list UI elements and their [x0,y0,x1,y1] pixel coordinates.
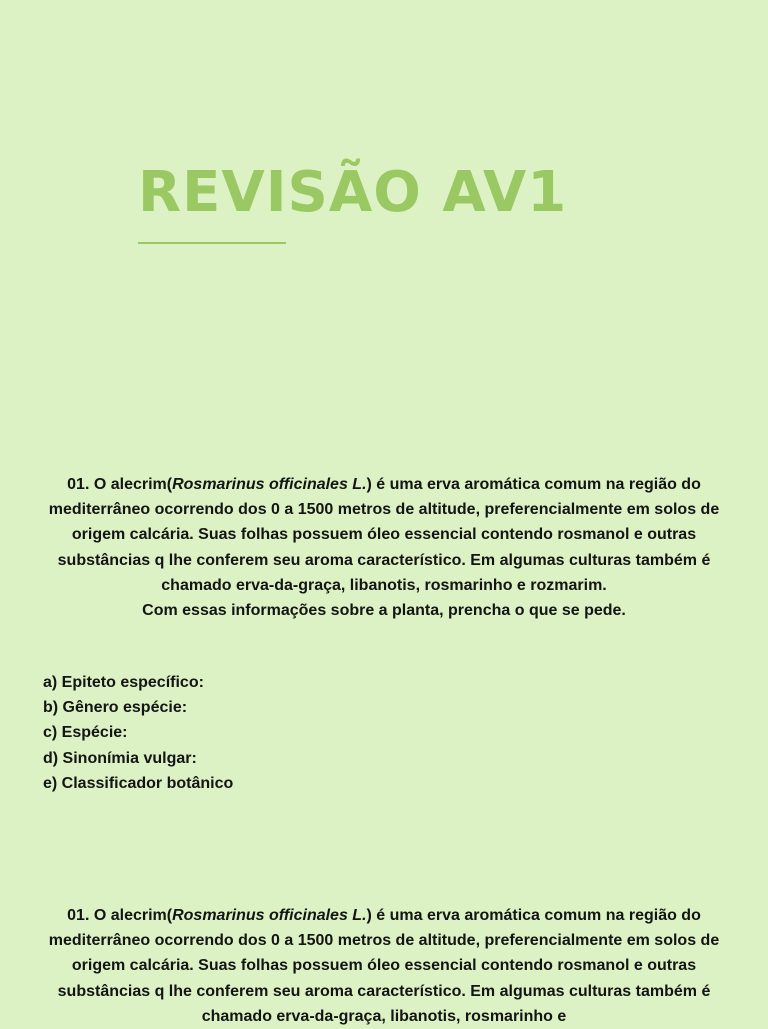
question-2 [36,903,732,1029]
question-1-instruction: Com essas informações sobre a planta, prencha o que se pede. [142,602,626,620]
question-2-text [36,903,732,1029]
question-1-intro: 01. O alecrim( [67,476,173,493]
question-1-text [36,472,732,598]
question-1 [36,472,732,623]
option-e: e) Classificador botânico [43,774,234,792]
question-2-scientific-name: Rosmarinus officinales L. [172,907,367,924]
title-underline [138,242,286,244]
question-1-scientific-name: Rosmarinus officinales L. [172,476,367,493]
answer-options [43,670,233,796]
option-c: c) Espécie: [43,724,128,742]
page-title: REVISÃO AV1 [138,160,568,225]
option-a: a) Epiteto específico: [43,674,204,691]
question-2-intro: 01. O alecrim( [67,907,173,924]
option-d: d) Sinonímia vulgar: [43,749,197,767]
question-2-body: ) é uma erva aromática comum na região do mediterrâneo ocorrendo dos 0 a 1500 metros de altitude, preferencialmente em solos de origem calcária. Suas folhas possuem óleo essencial contendo rosmanol e outras substâncias q lhe conferem seu aroma característico. Em algumas culturas também é chamado erva-da-graça, libanotis, rosmarinho e [48,907,720,1025]
question-1-body: ) é uma erva aromática comum na região do mediterrâneo ocorrendo dos 0 a 1500 metros de altitude, preferencialmente em solos de origem calcária. Suas folhas possuem óleo essencial contendo rosmanol e outras substâncias q lhe conferem seu aroma característico. Em algumas culturas também é chamado erva-da-graça, libanotis, rosmarinho e rozmarim. [48,476,720,594]
option-b: b) Gênero espécie: [43,699,188,717]
